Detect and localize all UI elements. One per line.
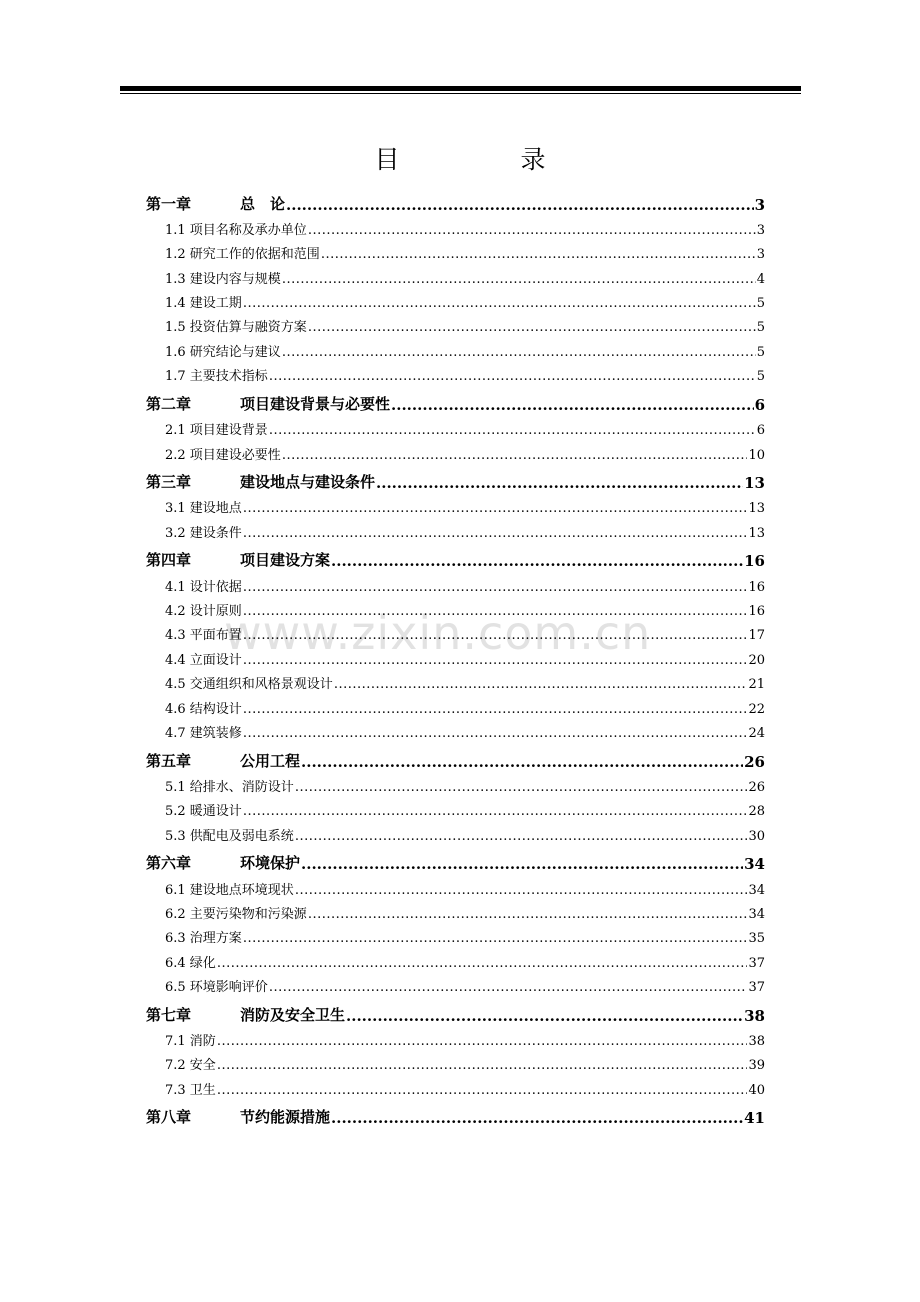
dot-leader: [243, 726, 748, 741]
table-of-contents: [146, 184, 765, 1127]
page-number: 13: [748, 501, 765, 517]
chapter-number: 第三章: [146, 473, 192, 492]
page-number: 26: [744, 752, 765, 771]
section-label: 6.4 绿化: [165, 955, 216, 971]
toc-section-entry[interactable]: [146, 771, 765, 795]
toc-chapter-entry[interactable]: [146, 844, 765, 874]
page-number: 6: [754, 395, 765, 414]
toc-section-entry[interactable]: [146, 570, 765, 594]
section-label: 4.3 平面布置: [165, 628, 242, 644]
section-label: 6.1 建设地点环境现状: [165, 882, 294, 898]
chapter-number: 第四章: [146, 551, 192, 570]
dot-leader: [243, 804, 748, 819]
toc-section-entry[interactable]: [146, 619, 765, 643]
toc-chapter-entry[interactable]: [146, 1098, 765, 1128]
section-label: 6.2 主要污染物和污染源: [165, 906, 307, 922]
toc-section-entry[interactable]: [146, 238, 765, 262]
page-number: 5: [756, 344, 765, 360]
dot-leader: [321, 247, 756, 262]
section-label: 1.2 研究工作的依据和范围: [165, 247, 320, 263]
toc-section-entry[interactable]: [146, 438, 765, 462]
page-number: 41: [744, 1109, 765, 1128]
chapter-number: 第八章: [146, 1108, 192, 1127]
dot-leader: [301, 855, 743, 873]
page-number: 34: [748, 906, 765, 922]
page-number: 6: [756, 423, 765, 439]
page-number: 10: [748, 447, 765, 463]
page-number: 22: [748, 701, 765, 717]
section-label: 6.5 环境影响评价: [165, 980, 268, 996]
page-number: 16: [748, 604, 765, 620]
chapter-number: 第一章: [146, 194, 192, 213]
dot-leader: [391, 396, 754, 414]
dot-leader: [295, 883, 748, 898]
dot-leader: [282, 345, 756, 360]
dot-leader: [269, 980, 748, 995]
chapter-number: 第七章: [146, 1005, 192, 1024]
chapter-number: 第六章: [146, 854, 192, 873]
page-number: 20: [748, 652, 765, 668]
toc-chapter-entry[interactable]: [146, 541, 765, 571]
chapter-title: 环境保护: [240, 854, 301, 873]
toc-section-entry[interactable]: [146, 1049, 765, 1073]
dot-leader: [331, 1109, 743, 1127]
page-number: 16: [744, 552, 765, 571]
toc-section-entry[interactable]: [146, 262, 765, 286]
toc-section-entry[interactable]: [146, 819, 765, 843]
toc-chapter-entry[interactable]: [146, 184, 765, 214]
toc-section-entry[interactable]: [146, 795, 765, 819]
dot-leader: [295, 780, 748, 795]
dot-leader: [269, 369, 756, 384]
section-label: 7.1 消防: [165, 1034, 216, 1050]
toc-section-entry[interactable]: [146, 311, 765, 335]
dot-leader: [282, 272, 756, 287]
section-label: 4.1 设计依据: [165, 579, 242, 595]
page-number: 17: [748, 628, 765, 644]
dot-leader: [217, 1058, 748, 1073]
toc-section-entry[interactable]: [146, 1025, 765, 1049]
header-rule-thick: [120, 86, 801, 91]
dot-leader: [301, 753, 743, 771]
section-label: 2.2 项目建设必要性: [165, 447, 281, 463]
section-label: 3.1 建设地点: [165, 501, 242, 517]
dot-leader: [217, 1034, 748, 1049]
section-label: 6.3 治理方案: [165, 931, 242, 947]
section-label: 1.1 项目名称及承办单位: [165, 222, 307, 238]
chapter-title: 建设地点与建设条件: [240, 473, 376, 492]
chapter-title: 消防及安全卫生: [240, 1005, 346, 1024]
toc-section-entry[interactable]: [146, 717, 765, 741]
chapter-title: 项目建设背景与必要性: [240, 394, 391, 413]
dot-leader: [243, 501, 748, 516]
page-number: 37: [748, 955, 765, 971]
page-number: 5: [756, 296, 765, 312]
page-number: 40: [748, 1082, 765, 1098]
toc-section-entry[interactable]: [146, 692, 765, 716]
page-number: 26: [748, 779, 765, 795]
page-number: 16: [748, 579, 765, 595]
dot-leader: [282, 448, 748, 463]
page-number: 13: [744, 474, 765, 493]
toc-section-entry[interactable]: [146, 946, 765, 970]
section-label: 5.1 给排水、消防设计: [165, 779, 294, 795]
toc-section-entry[interactable]: [146, 492, 765, 516]
section-label: 5.3 供配电及弱电系统: [165, 828, 294, 844]
toc-chapter-entry[interactable]: [146, 384, 765, 414]
dot-leader: [243, 604, 748, 619]
toc-section-entry[interactable]: [146, 214, 765, 238]
dot-leader: [217, 956, 748, 971]
page-number: 37: [748, 980, 765, 996]
dot-leader: [243, 526, 748, 541]
section-label: 1.5 投资估算与融资方案: [165, 320, 307, 336]
section-label: 1.6 研究结论与建议: [165, 344, 281, 360]
header-rule-thin: [120, 93, 801, 94]
dot-leader: [243, 296, 756, 311]
chapter-number: 第五章: [146, 751, 192, 770]
dot-leader: [217, 1083, 748, 1098]
section-label: 7.2 安全: [165, 1058, 216, 1074]
section-label: 7.3 卫生: [165, 1082, 216, 1098]
toc-chapter-entry[interactable]: [146, 741, 765, 771]
toc-section-entry[interactable]: [146, 971, 765, 995]
toc-title: 目 录: [374, 145, 594, 174]
dot-leader: [376, 474, 743, 492]
chapter-number: 第二章: [146, 394, 192, 413]
chapter-title: 总 论: [240, 194, 286, 213]
page-number: 13: [748, 525, 765, 541]
dot-leader: [334, 677, 748, 692]
section-label: 2.1 项目建设背景: [165, 423, 268, 439]
page-number: 28: [748, 804, 765, 820]
section-label: 4.6 结构设计: [165, 701, 242, 717]
dot-leader: [308, 320, 756, 335]
toc-section-entry[interactable]: [146, 922, 765, 946]
page-number: 5: [756, 369, 765, 385]
page-number: 3: [756, 222, 765, 238]
section-label: 3.2 建设条件: [165, 525, 242, 541]
dot-leader: [346, 1007, 743, 1025]
dot-leader: [243, 931, 748, 946]
toc-section-entry[interactable]: [146, 873, 765, 897]
chapter-title: 项目建设方案: [240, 551, 331, 570]
section-label: 4.4 立面设计: [165, 652, 242, 668]
page-number: 34: [744, 855, 765, 874]
dot-leader: [308, 907, 748, 922]
page-number: 3: [754, 195, 765, 214]
dot-leader: [308, 223, 756, 238]
toc-section-entry[interactable]: [146, 1073, 765, 1097]
toc-chapter-entry[interactable]: [146, 463, 765, 493]
toc-section-entry[interactable]: [146, 643, 765, 667]
section-label: 4.2 设计原则: [165, 604, 242, 620]
toc-section-entry[interactable]: [146, 360, 765, 384]
page-number: 24: [748, 726, 765, 742]
chapter-title: 公用工程: [240, 751, 301, 770]
section-label: 1.7 主要技术指标: [165, 369, 268, 385]
toc-section-entry[interactable]: [146, 898, 765, 922]
toc-chapter-entry[interactable]: [146, 995, 765, 1025]
dot-leader: [243, 580, 748, 595]
dot-leader: [243, 702, 748, 717]
page-number: 30: [748, 828, 765, 844]
page-number: 3: [756, 247, 765, 263]
section-label: 1.4 建设工期: [165, 296, 242, 312]
section-label: 5.2 暖通设计: [165, 804, 242, 820]
toc-section-entry[interactable]: [146, 287, 765, 311]
page-number: 21: [748, 677, 765, 693]
page-number: 34: [748, 882, 765, 898]
page-number: 39: [748, 1058, 765, 1074]
watermark: www.zixin.com.cn: [224, 606, 652, 660]
toc-section-entry[interactable]: [146, 668, 765, 692]
dot-leader: [331, 552, 743, 570]
section-label: 4.7 建筑装修: [165, 726, 242, 742]
toc-section-entry[interactable]: [146, 414, 765, 438]
toc-section-entry[interactable]: [146, 516, 765, 540]
page-number: 38: [748, 1034, 765, 1050]
dot-leader: [269, 423, 756, 438]
dot-leader: [295, 829, 748, 844]
page-number: 35: [748, 931, 765, 947]
section-label: 4.5 交通组织和风格景观设计: [165, 677, 333, 693]
section-label: 1.3 建设内容与规模: [165, 271, 281, 287]
toc-section-entry[interactable]: [146, 335, 765, 359]
page-number: 4: [756, 271, 765, 287]
chapter-title: 节约能源措施: [240, 1108, 331, 1127]
page-number: 38: [744, 1006, 765, 1025]
dot-leader: [243, 653, 748, 668]
dot-leader: [286, 196, 754, 214]
toc-section-entry[interactable]: [146, 595, 765, 619]
dot-leader: [243, 628, 748, 643]
page-number: 5: [756, 320, 765, 336]
